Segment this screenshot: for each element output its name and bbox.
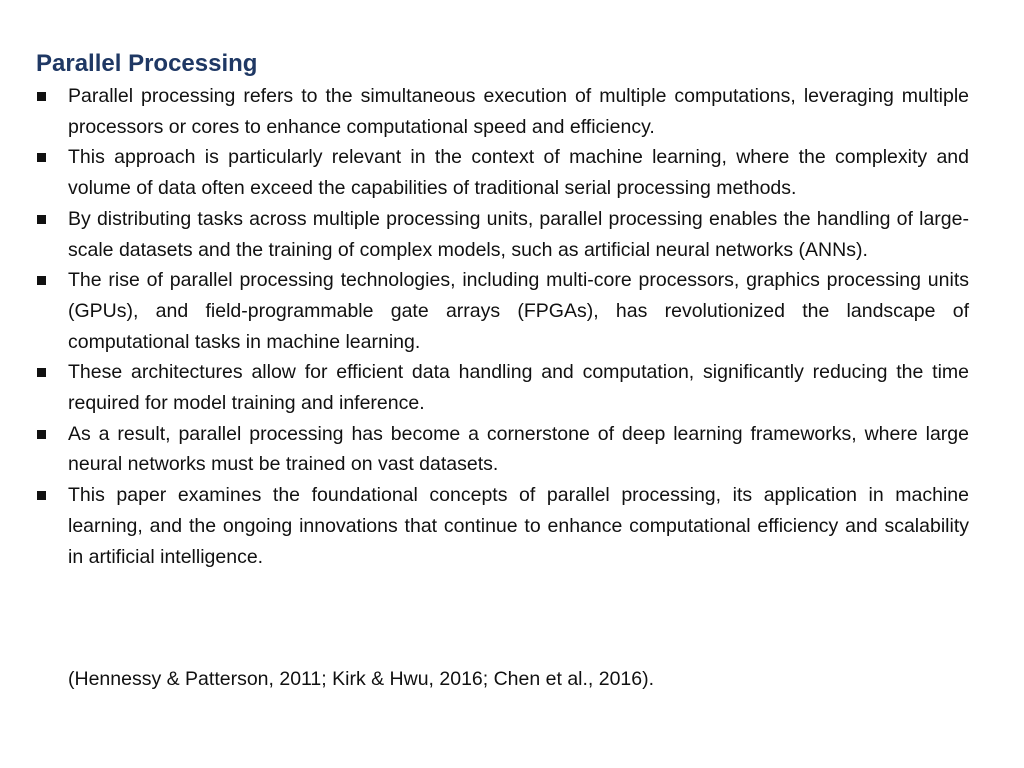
bullet-item	[36, 419, 969, 480]
bullet-item	[36, 81, 969, 142]
bullet-text: Parallel processing refers to the simultaneous execution of multiple computations, leveraging multiple processors or cores to enhance computational speed and efficiency.	[68, 85, 969, 138]
bullet-item	[36, 480, 969, 572]
bullet-text: By distributing tasks across multiple processing units, parallel processing enables the handling of large-scale datasets and the training of complex models, such as artificial neural networks (ANNs).	[68, 207, 969, 261]
bullet-text: The rise of parallel processing technologies, including multi-core processors, graphics processing units (GPUs), and field-programmable gate arrays (FPGAs), has revolutionized the landscape of computational tasks in machine learning.	[68, 269, 969, 353]
citation: (Hennessy & Patterson, 2011; Kirk & Hwu, 2016; Chen et al., 2016).	[68, 668, 655, 690]
bullet-item	[36, 142, 969, 203]
slide-title: Parallel Processing	[36, 50, 258, 77]
bullet-text: This approach is particularly relevant in the context of machine learning, where the complexity and volume of data often exceed the capabilities of traditional serial processing methods.	[68, 146, 969, 200]
square-bullet-icon	[37, 276, 46, 285]
bullet-item	[36, 204, 969, 265]
bullet-item	[36, 357, 969, 418]
bullet-text: As a result, parallel processing has become a cornerstone of deep learning frameworks, where large neural networks must be trained on vast datasets.	[68, 422, 969, 476]
square-bullet-icon	[37, 215, 46, 224]
square-bullet-icon	[37, 153, 46, 162]
square-bullet-icon	[37, 368, 46, 377]
bullet-text: This paper examines the foundational concepts of parallel processing, its application in machine learning, and the ongoing innovations that continue to enhance computational efficiency and scalability in artificial intelligence.	[68, 484, 969, 568]
square-bullet-icon	[37, 491, 46, 500]
bullet-text: These architectures allow for efficient data handling and computation, significantly reducing the time required for model training and inference.	[68, 361, 969, 415]
square-bullet-icon	[37, 92, 46, 101]
bullet-item	[36, 265, 969, 357]
square-bullet-icon	[37, 430, 46, 439]
bullet-list	[36, 81, 969, 572]
